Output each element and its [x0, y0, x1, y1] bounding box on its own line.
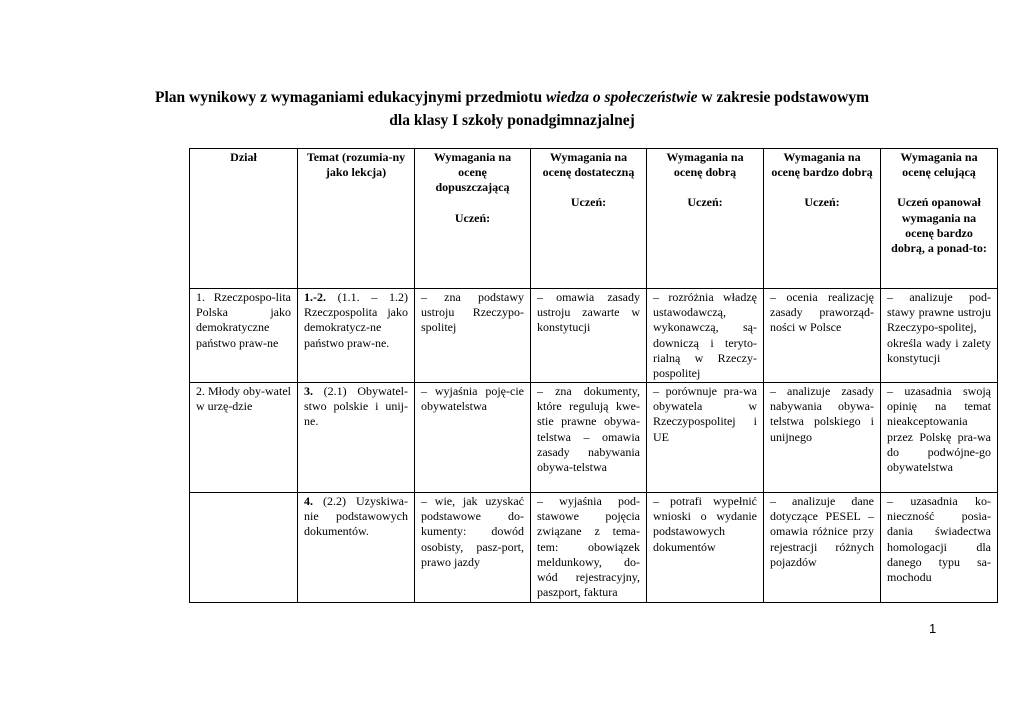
- header-dostateczna: Wymagania na ocenę dostateczną Uczeń:: [531, 149, 647, 289]
- table-row: [190, 289, 998, 383]
- cell-dopuszczajaca: – wie, jak uzyskać podstawowe do-kumenty: dowód osobisty, pasz-port, prawo jazdy: [415, 493, 531, 603]
- header-dopuszczajaca: Wymagania na ocenę dopuszczającą Uczeń:: [415, 149, 531, 289]
- cell-celujaca: – uzasadnia swoją opinię na temat nieakceptowania przez Polskę pra-wa do podwójne-go obywatelstwa: [881, 383, 998, 493]
- cell-dzial: 1. Rzeczpospo-lita Polska jako demokratyczne państwo praw-ne: [190, 289, 298, 383]
- cell-dostateczna: – omawia zasady ustroju zawarte w konstytucji: [531, 289, 647, 383]
- requirements-table: [189, 148, 998, 603]
- cell-dostateczna: – zna dokumenty, które regulują kwe-stie prawne obywa-telstwa – omawia zasady nabywania obywa-telstwa: [531, 383, 647, 493]
- table-header-row: [190, 149, 998, 289]
- table-row: [190, 383, 998, 493]
- header-dobra: Wymagania na ocenę dobrą Uczeń:: [647, 149, 764, 289]
- cell-dopuszczajaca: – zna podstawy ustroju Rzeczypo-spolitej: [415, 289, 531, 383]
- header-bardzo-dobra: Wymagania na ocenę bardzo dobrą Uczeń:: [764, 149, 881, 289]
- page-number: 1: [929, 621, 937, 636]
- cell-dobra: – porównuje pra-wa obywatela w Rzeczypospolitej i UE: [647, 383, 764, 493]
- cell-dopuszczajaca: – wyjaśnia poję-cie obywatelstwa: [415, 383, 531, 493]
- cell-temat: 3. (2.1) Obywatel-stwo polskie i unij-ne.: [298, 383, 415, 493]
- cell-bardzo-dobra: – analizuje dane dotyczące PESEL – omawia różnice przy rejestracji różnych pojazdów: [764, 493, 881, 603]
- header-temat: Temat (rozumia-ny jako lekcja): [298, 149, 415, 289]
- document-title-line1: Plan wynikowy z wymaganiami edukacyjnymi przedmiotu wiedza o społeczeństwie w zakresie podstawowym: [154, 89, 870, 106]
- cell-bardzo-dobra: – analizuje zasady nabywania obywa-telstwa polskiego i unijnego: [764, 383, 881, 493]
- cell-celujaca: – analizuje pod-stawy prawne ustroju Rzeczypo-spolitej, określa wady i zalety konstytucji: [881, 289, 998, 383]
- cell-dostateczna: – wyjaśnia pod-stawowe pojęcia związane z tema-tem: obowiązek meldunkowy, do-wód rejestracyjny, paszport, faktura: [531, 493, 647, 603]
- header-dzial: Dział: [190, 149, 298, 289]
- cell-temat: 4. (2.2) Uzyskiwa-nie podstawowych dokumentów.: [298, 493, 415, 603]
- cell-celujaca: – uzasadnia ko-nieczność posia-dania świadectwa homologacji dla danego typu sa-mochodu: [881, 493, 998, 603]
- cell-dzial: [190, 493, 298, 603]
- header-celujaca: Wymagania na ocenę celującą Uczeń opanował wymagania na ocenę bardzo dobrą, a ponad-to:: [881, 149, 998, 289]
- cell-bardzo-dobra: – ocenia realizację zasady praworząd-ności w Polsce: [764, 289, 881, 383]
- cell-dobra: – potrafi wypełnić wnioski o wydanie podstawowych dokumentów: [647, 493, 764, 603]
- document-title-line2: dla klasy I szkoły ponadgimnazjalnej: [389, 112, 635, 129]
- table-row: [190, 493, 998, 603]
- cell-temat: 1.-2. (1.1. – 1.2) Rzeczpospolita jako demokratycz-ne państwo praw-ne.: [298, 289, 415, 383]
- cell-dobra: – rozróżnia władzę ustawodawczą, wykonawczą, są-downiczą i teryto-rialną w Rzeczy-pospolitej: [647, 289, 764, 383]
- cell-dzial: 2. Młody oby-watel w urzę-dzie: [190, 383, 298, 493]
